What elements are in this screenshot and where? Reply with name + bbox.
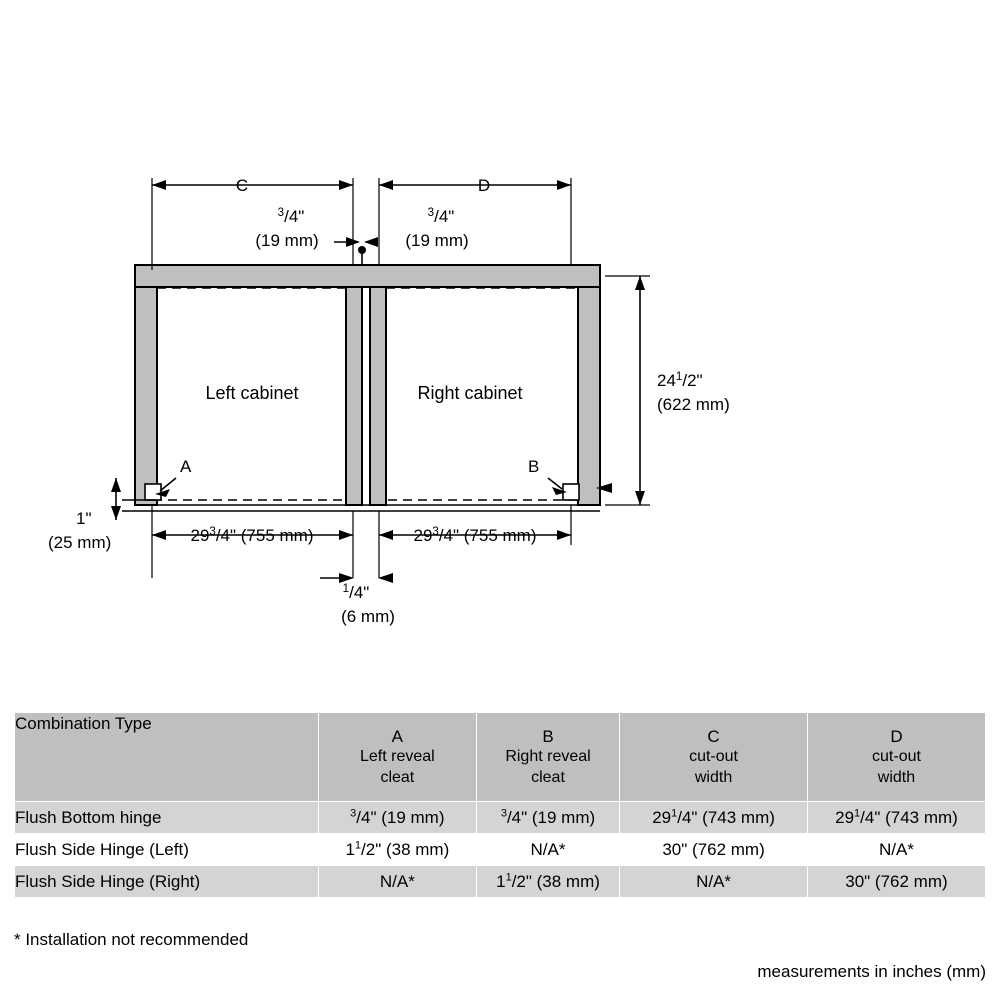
row-2-c: N/A* <box>620 866 808 898</box>
header-d <box>807 713 985 802</box>
label-c: C <box>235 176 249 195</box>
table-header-row <box>15 713 986 802</box>
center-gap-inches: $^1$/4" <box>342 583 370 602</box>
table-body <box>15 802 986 898</box>
center-gap-metric: (6 mm) <box>341 607 395 626</box>
label-b: B <box>528 457 540 476</box>
header-d-sub-line1: cut-out <box>872 748 921 766</box>
header-c <box>620 713 808 802</box>
dimension-center-gap <box>320 573 395 626</box>
header-b <box>476 713 619 802</box>
table-row <box>15 866 986 898</box>
header-d-sub-line2: width <box>877 768 916 786</box>
row-0-a: $^3$/4" (19 mm) <box>318 802 476 834</box>
row-0-b: $^3$/4" (19 mm) <box>476 802 619 834</box>
header-b-letter: B <box>542 726 554 746</box>
row-2-d: 30" (762 mm) <box>807 866 985 898</box>
header-combination-type-label: Combination Type <box>15 714 152 733</box>
row-1-c: 30" (762 mm) <box>620 834 808 866</box>
row-2-a: N/A* <box>318 866 476 898</box>
header-a-sub-line1: Left reveal <box>359 748 435 766</box>
reveal-right-metric: (19 mm) <box>405 231 469 250</box>
footnote: * Installation not recommended <box>14 930 249 949</box>
dimension-height <box>605 276 730 505</box>
height-inches: $24^1/2$" <box>657 371 703 390</box>
reveal-left-metric: (19 mm) <box>255 231 319 250</box>
header-a-letter: A <box>391 726 404 746</box>
dimension-c <box>152 176 353 195</box>
reveal-right-inches: $^3$/4" <box>427 207 455 226</box>
left-width-label: $29^3/4$" (755 mm) <box>190 526 314 545</box>
table-header <box>15 713 986 802</box>
row-1-b: N/A* <box>476 834 619 866</box>
cleat-height-inches: 1" <box>76 509 92 528</box>
callout-b <box>528 457 567 495</box>
header-d-letter: D <box>890 726 903 746</box>
specification-table <box>14 712 986 898</box>
reveal-right-dimension <box>364 207 469 250</box>
table-row <box>15 834 986 866</box>
row-1-d: N/A* <box>807 834 985 866</box>
header-c-letter: C <box>707 726 720 746</box>
header-b-sub-line2: cleat <box>531 768 565 786</box>
height-metric: (622 mm) <box>657 395 730 414</box>
cleat-height-metric: (25 mm) <box>48 533 112 552</box>
label-a: A <box>180 457 192 476</box>
dimension-left-width <box>152 526 353 545</box>
row-2-b: $1^1/2$" (38 mm) <box>476 866 619 898</box>
dimension-right-width <box>379 526 571 545</box>
right-width-label: $29^3/4$" (755 mm) <box>413 526 537 545</box>
callout-a <box>155 457 192 497</box>
header-combination-type <box>15 713 319 802</box>
units-note: measurements in inches (mm) <box>757 962 986 981</box>
table-row <box>15 802 986 834</box>
right-cabinet-label: Right cabinet <box>417 383 523 403</box>
header-a-sub-line2: cleat <box>380 768 415 786</box>
header-b-sub-line1: Right reveal <box>505 748 591 766</box>
row-1-a: $1^1/2$" (38 mm) <box>318 834 476 866</box>
left-cabinet-label: Left cabinet <box>205 383 299 403</box>
row-0-c: $29^1/4$" (743 mm) <box>620 802 808 834</box>
dimension-cleat-height <box>48 478 121 552</box>
label-d: D <box>477 176 491 195</box>
row-0-d: $29^1/4$" (743 mm) <box>807 802 985 834</box>
reveal-left-inches: $^3$/4" <box>277 207 305 226</box>
header-a <box>318 713 476 802</box>
header-c-sub-line1: cut-out <box>689 748 738 766</box>
row-2-type: Flush Side Hinge (Right) <box>15 866 319 898</box>
row-1-type: Flush Side Hinge (Left) <box>15 834 319 866</box>
dimension-d <box>379 176 571 195</box>
header-c-sub-line2: width <box>694 768 733 786</box>
row-0-type: Flush Bottom hinge <box>15 802 319 834</box>
reveal-left-dimension <box>255 207 360 250</box>
